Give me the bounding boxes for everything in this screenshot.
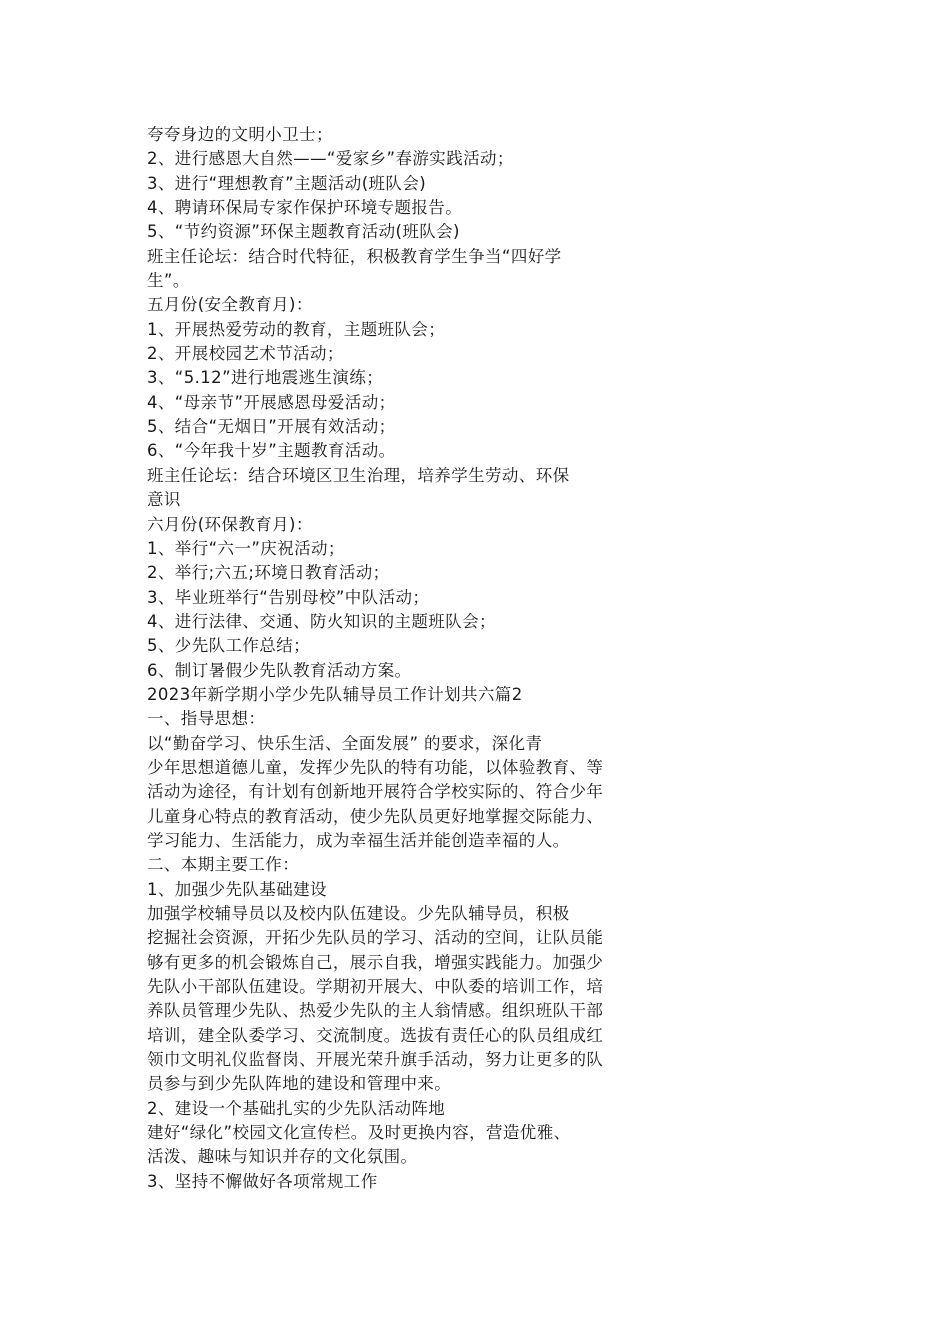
text-line: 六月份(环保教育月)： (147, 514, 313, 534)
text-line: 3、“5.12”进行地震逃生演练； (147, 368, 384, 388)
text-line: 活动为途径，有计划有创新地开展符合学校实际的、符合少年 (147, 782, 604, 802)
text-line: 夸夸身边的文明小卫士； (147, 125, 333, 144)
text-line: 5、少先队工作总结； (147, 636, 310, 656)
text-line: 6、“今年我十岁”主题教育活动。 (147, 441, 396, 461)
text-line: 领巾文明礼仪监督岗、开展光荣升旗手活动，努力让更多的队 (147, 1050, 604, 1070)
text-line: 3、进行“理想教育”主题活动(班队会) (147, 173, 427, 193)
text-line: 五月份(安全教育月)： (147, 295, 313, 315)
text-line: 2、进行感恩大自然——“爱家乡”春游实践活动； (147, 149, 514, 169)
text-line: 学习能力、生活能力，成为幸福生活并能创造幸福的人。 (147, 830, 570, 850)
text-line: 1、加强少先队基础建设 (147, 879, 327, 899)
text-line: 2023年新学期小学少先队辅导员工作计划共六篇2 (147, 684, 523, 704)
text-line: 3、毕业班举行“告别母校”中队活动； (147, 587, 430, 607)
text-line: 班主任论坛：结合时代特征，积极教育学生争当“四好学 (147, 246, 562, 266)
text-line: 班主任论坛：结合环境区卫生治理，培养学生劳动、环保 (147, 465, 570, 485)
text-line: 建好“绿化”校园文化宣传栏。及时更换内容，营造优雅、 (147, 1123, 571, 1143)
text-line: 4、“母亲节”开展感恩母爱活动； (147, 392, 396, 412)
text-line: 够有更多的机会锻炼自己，展示自我，增强实践能力。加强少 (147, 952, 604, 972)
text-line: 养队员管理少先队、热爱少先队的主人翁情感。组织班队干部 (147, 1001, 604, 1021)
text-line: 培训，建全队委学习、交流制度。选拔有责任心的队员组成红 (147, 1025, 604, 1045)
document-body (147, 123, 667, 1194)
text-line: 员参与到少先队阵地的建设和管理中来。 (147, 1074, 452, 1094)
text-line: 意识 (147, 490, 181, 510)
text-line: 二、本期主要工作： (147, 855, 300, 875)
text-line: 生”。 (147, 271, 190, 291)
text-line: 6、制订暑假少先队教育活动方案。 (147, 660, 412, 680)
text-line: 先队小干部队伍建设。学期初开展大、中队委的培训工作，培 (147, 977, 604, 997)
text-line: 2、建设一个基础扎实的少先队活动阵地 (147, 1098, 446, 1118)
text-line: 5、“节约资源”环保主题教育活动(班队会) (147, 222, 460, 242)
text-line: 1、开展热爱劳动的教育，主题班队会； (147, 319, 446, 339)
text-line: 2、开展校园艺术节活动； (147, 344, 344, 364)
text-line: 少年思想道德儿童，发挥少先队的特有功能，以体验教育、等 (147, 757, 604, 777)
text-line: 挖掘社会资源，开拓少先队员的学习、活动的空间，让队员能 (147, 928, 604, 948)
text-line: 一、指导思想： (147, 709, 266, 729)
text-line: 以“勤奋学习、快乐生活、全面发展” 的要求，深化青 (147, 733, 543, 753)
text-line: 1、举行“六一”庆祝活动； (147, 538, 345, 558)
text-line: 5、结合“无烟日”开展有效活动； (147, 417, 396, 437)
text-line: 加强学校辅导员以及校内队伍建设。少先队辅导员，积极 (147, 904, 570, 923)
text-line: 2、举行;六五;环境日教育活动； (147, 563, 390, 583)
text-line: 4、聘请环保局专家作保护环境专题报告。 (147, 198, 463, 218)
text-line: 4、进行法律、交通、防火知识的主题班队会； (147, 611, 496, 631)
text-line: 儿童身心特点的教育活动，使少先队员更好地掌握交际能力、 (147, 806, 604, 826)
text-line: 活泼、趣味与知识并存的文化氛围。 (147, 1147, 418, 1167)
text-line: 3、坚持不懈做好各项常规工作 (147, 1171, 378, 1191)
